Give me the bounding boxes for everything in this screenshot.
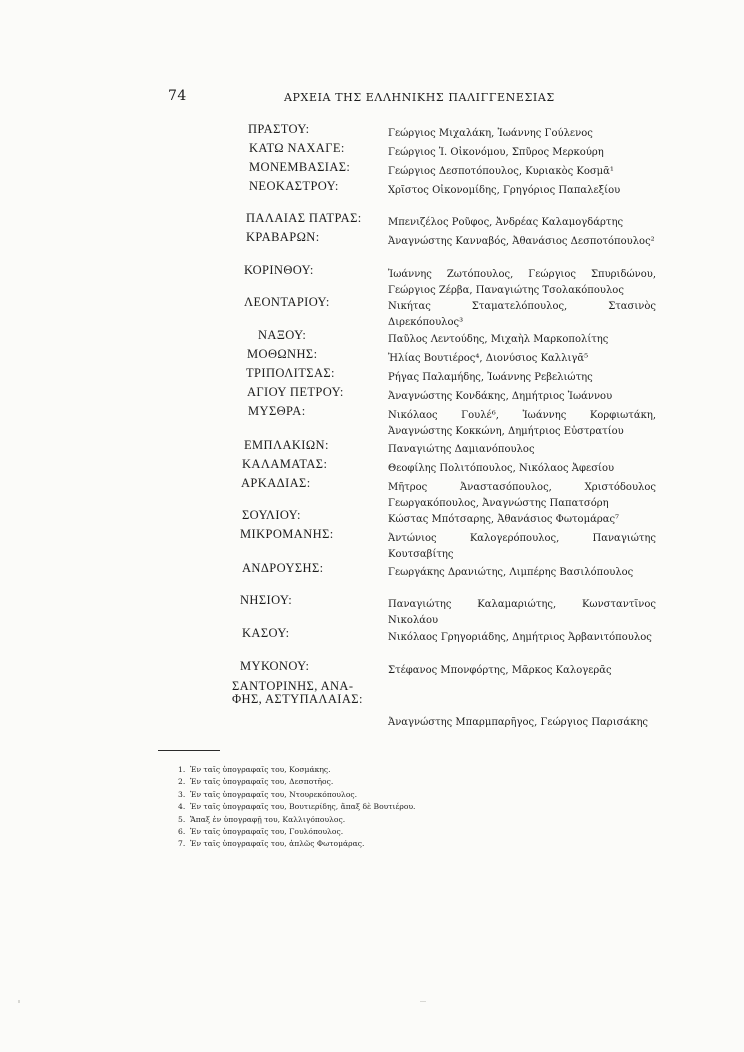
- place-name: [240, 594, 292, 607]
- scan-edge-mark: [18, 1000, 20, 1003]
- footnote-number: 1.: [178, 765, 186, 774]
- signatory-names: Χρῖστος Οἰκονομίδης, Γρηγόριος Παπαλεξίου: [388, 185, 621, 196]
- place-name: [249, 161, 350, 174]
- footnote-rule: [158, 750, 220, 751]
- footnote-text: Ἐν ταῖς ὑπογραφαῖς του, Ντουρεκόπουλος.: [190, 789, 358, 799]
- signatory-names: Ἰωάννης Ζωτόπουλος, Γεώργιος Σπυριδώνου, Γεώργιος Ζέρβα, Παναγιώτης Τσολακόπουλος: [388, 269, 656, 296]
- signatory-names: Ἀναγνώστης Κανναβός, Ἀθανάσιος Δεσποτόπουλος²: [388, 236, 655, 247]
- place-name: [248, 405, 306, 418]
- place-name-line: ΜΥΚΟΝΟΥ:: [240, 659, 310, 673]
- place-name: [240, 660, 309, 673]
- footnote-text: Ἐν ταῖς ὑπογραφαῖς του, Κοσμάκης.: [190, 765, 331, 774]
- footnote: [178, 764, 498, 776]
- signatory-names: Ἀναγνώστης Μπαρμπαρῆγος, Γεώργιος Παρισάκης: [388, 717, 649, 728]
- footnote-number: 3.: [178, 789, 186, 799]
- place-name-line: ΠΡΑΣΤΟΥ:: [248, 122, 310, 136]
- place-name: [246, 367, 335, 380]
- place-name-line: ΜΟΝΕΜΒΑΣΙΑΣ:: [249, 160, 351, 174]
- place-name-line: ΜΙΚΡΟΜΑΝΗΣ:: [240, 527, 334, 541]
- footnote-text: Ἐν ταῖς ὑπογραφαῖς του, Βουτιερίδης, ἅπαξ δὲ Βουτιέρου.: [190, 802, 416, 812]
- place-name-line: ΚΑΛΑΜΑΤΑΣ:: [242, 457, 328, 471]
- footnote-number: 4.: [178, 802, 186, 812]
- signatory-names: Στέφανος Μπονφόρτης, Μᾶρκος Καλογερᾶς: [388, 665, 612, 676]
- place-name-line: ΦΗΣ, ΑΣΤΥΠΑΛΑΙΑΣ:: [232, 692, 363, 706]
- place-name: [244, 264, 314, 277]
- signatory-names: Μπενιζέλος Ροῦφος, Ἀνδρέας Καλαμογδάρτης: [388, 217, 624, 228]
- signatory-names: Γεωργάκης Δρανιώτης, Λιμπέρης Βασιλόπουλος: [388, 567, 634, 578]
- place-name-line: ΑΝΔΡΟΥΣΗΣ:: [242, 561, 324, 575]
- footnote-number: 2.: [178, 777, 186, 787]
- page-number: 74: [168, 88, 187, 104]
- signatory-names: Γεώργιος Δεσποτόπουλος, Κυριακὸς Κοσμᾶ¹: [388, 166, 614, 177]
- place-name: [232, 680, 363, 706]
- place-name: [247, 386, 344, 399]
- footnote-text: Ἅπαξ ἐν ὑπογραφῇ του, Καλλιγόπουλος.: [190, 814, 346, 824]
- place-name-line: ΑΡΚΑΔΙΑΣ:: [241, 476, 311, 490]
- signatory-names: Νικόλαος Γουλέ⁶, Ἰωάννης Κορφιωτάκη, Ἀναγνώστης Κοκκώνη, Δημήτριος Εὐστρατίου: [388, 410, 656, 437]
- place-name-line: ΣΟΥΛΙΟΥ:: [242, 508, 301, 522]
- place-name: [246, 231, 320, 244]
- place-name: [244, 296, 330, 309]
- footnote: [178, 776, 498, 788]
- place-name: [247, 348, 317, 361]
- footnote-text: Ἐν ταῖς ὑπογραφαῖς του, Δεσποτῆος.: [190, 777, 334, 787]
- running-head: ΑΡΧΕΙΑ ΤΗΣ ΕΛΛΗΝΙΚΗΣ ΠΑΛΙΓΓΕΝΕΣΙΑΣ: [284, 91, 555, 104]
- place-name: [244, 439, 329, 452]
- place-name: [258, 329, 306, 342]
- place-name: [240, 528, 334, 541]
- signatory-names: Παναγιώτης Καλαμαριώτης, Κωνσταντῖνος Νικολάου: [388, 599, 656, 626]
- footnote-number: 5.: [178, 814, 186, 824]
- place-name-line: ΜΥΣΘΡΑ:: [248, 404, 306, 418]
- place-name: [246, 212, 362, 225]
- signatory-names: Παῦλος Λεντούδης, Μιχαὴλ Μαρκοπολίτης: [388, 334, 609, 345]
- footnote: [178, 789, 498, 801]
- signatory-names: Γεώργιος Ἰ. Οἰκονόμου, Σπῦρος Μερκούρη: [388, 147, 604, 158]
- signatory-names: Θεοφίλης Πολιτόπουλος, Νικόλαος Ἀφεσίου: [388, 463, 615, 474]
- place-name-line: ΝΗΣΙΟΥ:: [240, 593, 293, 607]
- signatory-names: Ἀντώνιος Καλογερόπουλος, Παναγιώτης Κουτσαβίτης: [388, 533, 656, 560]
- place-name: [242, 458, 327, 471]
- scan-edge-mark: [420, 1001, 426, 1002]
- place-name: [248, 123, 310, 136]
- place-name-line: ΚΟΡΙΝΘΟΥ:: [244, 263, 314, 277]
- place-name-line: ΤΡΙΠΟΛΙΤΣΑΣ:: [246, 366, 335, 380]
- place-name-line: ΕΜΠΛΑΚΙΩΝ:: [244, 438, 329, 452]
- place-name: [242, 627, 290, 640]
- footnote: [178, 826, 498, 838]
- signatory-names: Ρήγας Παλαμήδης, Ἰωάννης Ρεβελιώτης: [388, 372, 593, 383]
- place-name-line: ΚΑΣΟΥ:: [242, 626, 290, 640]
- footnote: [178, 838, 498, 850]
- footnote-number: 7.: [178, 839, 186, 849]
- place-name-line: ΣΑΝΤΟΡΙΝΗΣ, ΑΝΑ-: [232, 679, 354, 693]
- place-name: [249, 142, 345, 155]
- footnote-text: Ἐν ταῖς ὑπογραφαῖς του, Γουλόπουλος.: [190, 827, 344, 837]
- place-name: [249, 180, 339, 193]
- place-name-line: ΑΓΙΟΥ ΠΕΤΡΟΥ:: [247, 385, 344, 399]
- place-name-line: ΠΑΛΑΙΑΣ ΠΑΤΡΑΣ:: [246, 211, 362, 225]
- footnote-number: 6.: [178, 827, 186, 837]
- place-name-line: ΝΕΟΚΑΣΤΡΟΥ:: [249, 179, 339, 193]
- place-name: [241, 477, 311, 490]
- signatory-names: Γεώργιος Μιχαλάκη, Ἰωάννης Γούλενος: [388, 128, 593, 139]
- signatory-names: Μῆτρος Ἀναστασόπουλος, Χριστόδουλος Γεωργακόπουλος, Ἀναγνώστης Παπατσόρη: [388, 482, 656, 509]
- place-name-line: ΛΕΟΝΤΑΡΙΟΥ:: [244, 295, 330, 309]
- place-name-line: ΜΟΘΩΝΗΣ:: [247, 347, 318, 361]
- footnote-text: Ἐν ταῖς ὑπογραφαῖς του, ἁπλῶς Φωτομάρας.: [190, 839, 365, 849]
- signatory-names: Ἠλίας Βουτιέρος⁴, Διονύσιος Καλλιγᾶ⁵: [388, 353, 589, 364]
- footnote: [178, 801, 498, 813]
- signatory-names: Νικόλαος Γρηγοριάδης, Δημήτριος Ἀρβανιτόπουλος: [388, 632, 652, 643]
- place-name: [242, 562, 324, 575]
- place-name-line: ΝΑΞΟΥ:: [258, 328, 307, 342]
- place-name-line: ΚΑΤΩ ΝΑΧΑΓΕ:: [249, 141, 345, 155]
- footnote: [178, 814, 498, 826]
- place-name-line: ΚΡΑΒΑΡΩΝ:: [246, 230, 320, 244]
- footnotes: [178, 764, 498, 851]
- place-name: [242, 509, 301, 522]
- signatory-names: Νικήτας Σταματελόπουλος, Στασινὸς Διρεκόπουλος³: [388, 301, 656, 328]
- signatory-names: Κώστας Μπότσαρης, Ἀθανάσιος Φωτομάρας⁷: [388, 514, 620, 525]
- signatory-names: Παναγιώτης Δαμιανόπουλος: [388, 444, 535, 455]
- signatory-names: Ἀναγνώστης Κονδάκης, Δημήτριος Ἰωάννου: [388, 391, 613, 402]
